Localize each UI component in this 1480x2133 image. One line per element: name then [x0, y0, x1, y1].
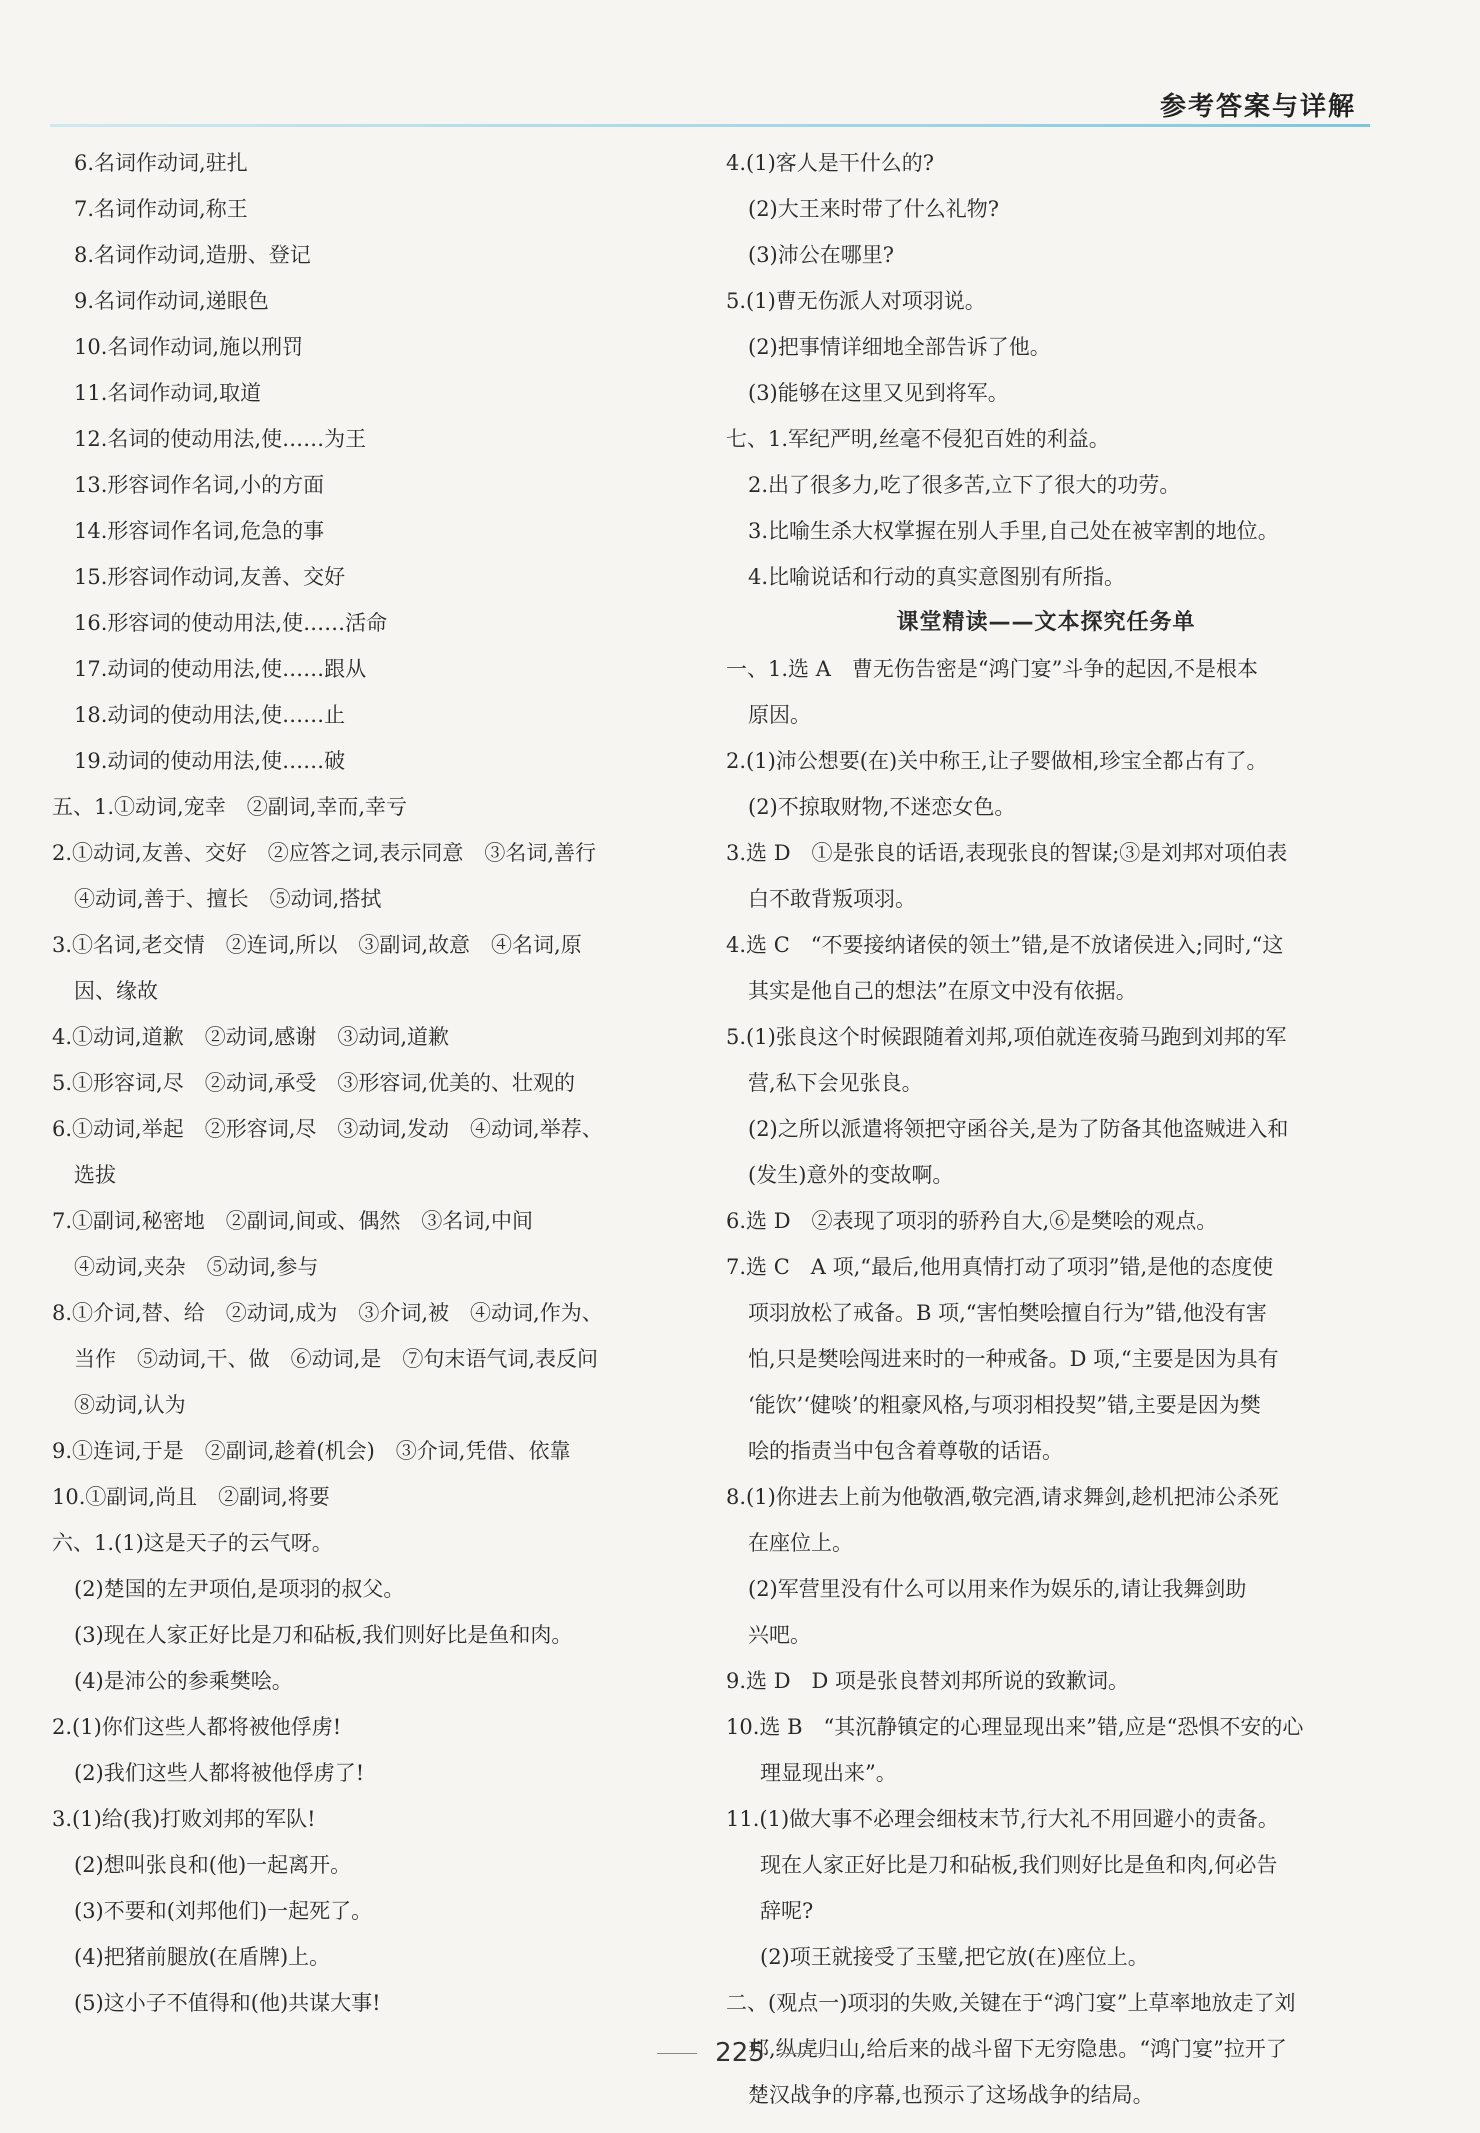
answer-line: (4)是沛公的参乘樊哙。	[74, 1669, 293, 1693]
answer-line: 11.名词作动词,取道	[74, 381, 262, 405]
answer-line: (3)不要和(刘邦他们)一起死了。	[74, 1899, 373, 1923]
answer-line: 6.①动词,举起 ②形容词,尽 ③动词,发动 ④动词,举荐、	[52, 1117, 603, 1141]
answer-line: 5.(1)张良这个时候跟随着刘邦,项伯就连夜骑马跑到刘邦的军	[726, 1025, 1287, 1049]
answer-line: (3)能够在这里又见到将军。	[748, 381, 1009, 405]
answer-line: (3)现在人家正好比是刀和砧板,我们则好比是鱼和肉。	[74, 1623, 573, 1647]
answer-line: 4.(1)客人是干什么的?	[726, 151, 935, 175]
answer-line: 其实是他自己的想法”在原文中没有依据。	[748, 979, 1137, 1003]
answer-line: 2.①动词,友善、交好 ②应答之词,表示同意 ③名词,善行	[52, 841, 597, 865]
answer-line: 理显现出来”。	[760, 1761, 897, 1785]
header-divider	[50, 124, 1370, 127]
answer-line: 10.名词作动词,施以刑罚	[74, 335, 304, 359]
answer-line: ⑧动词,认为	[74, 1393, 186, 1417]
footer-dash-right	[783, 2053, 823, 2054]
answer-line: (2)军营里没有什么可以用来作为娱乐的,请让我舞剑助	[748, 1577, 1247, 1601]
answer-line: ‘能饮’‘健啖’的粗豪风格,与项羽相投契”错,主要是因为樊	[748, 1393, 1261, 1417]
answer-line: 5.①形容词,尽 ②动词,承受 ③形容词,优美的、壮观的	[52, 1071, 576, 1095]
answer-line: 17.动词的使动用法,使……跟从	[74, 657, 367, 681]
answer-line: 4.选 C “不要接纳诸侯的领土”错,是不放诸侯进入;同时,“这	[726, 933, 1284, 957]
answer-line: 16.形容词的使动用法,使……活命	[74, 611, 388, 635]
answer-line: 7.选 C A 项,“最后,他用真情打动了项羽”错,是他的态度使	[726, 1255, 1274, 1279]
right-column-answers	[726, 140, 1366, 600]
answer-line: 2.(1)沛公想要(在)关中称王,让子婴做相,珍宝全都占有了。	[726, 749, 1268, 773]
page-header-title: 参考答案与详解	[1159, 92, 1356, 122]
right-column-task-answers	[726, 646, 1366, 2118]
answer-line: 兴吧。	[748, 1623, 811, 1647]
answer-line: 15.形容词作动词,友善、交好	[74, 565, 346, 589]
answer-line: 9.名词作动词,递眼色	[74, 289, 269, 313]
answer-line: 现在人家正好比是刀和砧板,我们则好比是鱼和肉,何必告	[760, 1853, 1278, 1877]
answer-line: 当作 ⑤动词,干、做 ⑥动词,是 ⑦句末语气词,表反问	[74, 1347, 599, 1371]
answer-line: 七、1.军纪严明,丝毫不侵犯百姓的利益。	[726, 427, 1110, 451]
answer-line: (2)楚国的左尹项伯,是项羽的叔父。	[74, 1577, 405, 1601]
answer-line: 营,私下会见张良。	[748, 1071, 923, 1095]
answer-line: 选拔	[74, 1163, 116, 1187]
answer-line: 12.名词的使动用法,使……为王	[74, 427, 367, 451]
footer-dash-left	[657, 2053, 697, 2054]
answer-line: 4.比喻说话和行动的真实意图别有所指。	[748, 565, 1126, 589]
answer-line: 3.选 D ①是张良的话语,表现张良的智谋;③是刘邦对项伯表	[726, 841, 1288, 865]
answer-line: 9.①连词,于是 ②副词,趁着(机会) ③介词,凭借、依靠	[52, 1439, 571, 1463]
answer-line: 怕,只是樊哙闯进来时的一种戒备。D 项,“主要是因为具有	[748, 1347, 1279, 1371]
answer-line: 哙的指责当中包含着尊敬的话语。	[748, 1439, 1063, 1463]
answer-line: (2)之所以派遣将领把守函谷关,是为了防备其他盗贼进入和	[748, 1117, 1289, 1141]
answer-line: 10.①副词,尚且 ②副词,将要	[52, 1485, 330, 1509]
answer-line: 14.形容词作名词,危急的事	[74, 519, 325, 543]
answer-line: 五、1.①动词,宠幸 ②副词,幸而,幸亏	[52, 795, 408, 819]
answer-line: 18.动词的使动用法,使……止	[74, 703, 346, 727]
answer-line: 11.(1)做大事不必理会细枝末节,行大礼不用回避小的责备。	[726, 1807, 1279, 1831]
answer-line: 原因。	[748, 703, 811, 727]
answer-line: 在座位上。	[748, 1531, 853, 1555]
answer-line: 3.比喻生杀大权掌握在别人手里,自己处在被宰割的地位。	[748, 519, 1279, 543]
left-column	[52, 140, 702, 2026]
answer-line: 8.名词作动词,造册、登记	[74, 243, 311, 267]
page-footer	[0, 2038, 1480, 2068]
answer-line: (2)把事情详细地全部告诉了他。	[748, 335, 1051, 359]
answer-line: 19.动词的使动用法,使……破	[74, 749, 346, 773]
answer-line: 项羽放松了戒备。B 项,“害怕樊哙擅自行为”错,他没有害	[748, 1301, 1267, 1325]
answer-line: 3.(1)给(我)打败刘邦的军队!	[52, 1807, 316, 1831]
answer-line: 楚汉战争的序幕,也预示了这场战争的结局。	[748, 2083, 1154, 2107]
answer-line: 4.①动词,道歉 ②动词,感谢 ③动词,道歉	[52, 1025, 450, 1049]
answer-line: (5)这小子不值得和(他)共谋大事!	[74, 1991, 381, 2015]
answer-line: 辞呢?	[760, 1899, 814, 1923]
answer-line: (2)不掠取财物,不迷恋女色。	[748, 795, 1016, 819]
answer-line: 9.选 D D 项是张良替刘邦所说的致歉词。	[726, 1669, 1130, 1693]
answer-line: 邦,纵虎归山,给后来的战斗留下无穷隐患。“鸿门宴”拉开了	[748, 2037, 1287, 2061]
answer-line: ④动词,善于、擅长 ⑤动词,搭拭	[74, 887, 382, 911]
section-title: 课堂精读——文本探究任务单	[896, 610, 1196, 635]
answer-line: (3)沛公在哪里?	[748, 243, 895, 267]
answer-line: 白不敢背叛项羽。	[748, 887, 916, 911]
answer-line: 6.选 D ②表现了项羽的骄矜自大,⑥是樊哙的观点。	[726, 1209, 1218, 1233]
answer-line: ④动词,夹杂 ⑤动词,参与	[74, 1255, 319, 1279]
answer-line: (2)我们这些人都将被他俘虏了!	[74, 1761, 365, 1785]
answer-line: (2)想叫张良和(他)一起离开。	[74, 1853, 352, 1877]
answer-line: 13.形容词作名词,小的方面	[74, 473, 325, 497]
answer-line: 5.(1)曹无伤派人对项羽说。	[726, 289, 986, 313]
answer-line: 2.出了很多力,吃了很多苦,立下了很大的功劳。	[748, 473, 1181, 497]
answer-line: 六、1.(1)这是天子的云气呀。	[52, 1531, 333, 1555]
answer-line: 8.(1)你进去上前为他敬酒,敬完酒,请求舞剑,趁机把沛公杀死	[726, 1485, 1279, 1509]
page-number: 225	[715, 2038, 765, 2068]
answer-line: 7.①副词,秘密地 ②副词,间或、偶然 ③名词,中间	[52, 1209, 534, 1233]
answer-line: 7.名词作动词,称王	[74, 197, 248, 221]
answer-line: 2.(1)你们这些人都将被他俘虏!	[52, 1715, 342, 1739]
answer-line: (发生)意外的变故啊。	[748, 1163, 954, 1187]
right-column	[726, 140, 1366, 2118]
answer-line: 3.①名词,老交情 ②连词,所以 ③副词,故意 ④名词,原	[52, 933, 582, 957]
answer-line: 二、(观点一)项羽的失败,关键在于“鸿门宴”上草率地放走了刘	[726, 1991, 1296, 2015]
answer-line: 6.名词作动词,驻扎	[74, 151, 248, 175]
answer-line: 8.①介词,替、给 ②动词,成为 ③介词,被 ④动词,作为、	[52, 1301, 603, 1325]
answer-line: 10.选 B “其沉静镇定的心理显现出来”错,应是“恐惧不安的心	[726, 1715, 1304, 1739]
answer-line: 一、1.选 A 曹无伤告密是“鸿门宴”斗争的起因,不是根本	[726, 657, 1259, 681]
answer-line: (2)大王来时带了什么礼物?	[748, 197, 1000, 221]
answer-line: (4)把猪前腿放(在盾牌)上。	[74, 1945, 331, 1969]
answer-line: (2)项王就接受了玉璧,把它放(在)座位上。	[760, 1945, 1149, 1969]
answer-line: 因、缘故	[74, 979, 158, 1003]
